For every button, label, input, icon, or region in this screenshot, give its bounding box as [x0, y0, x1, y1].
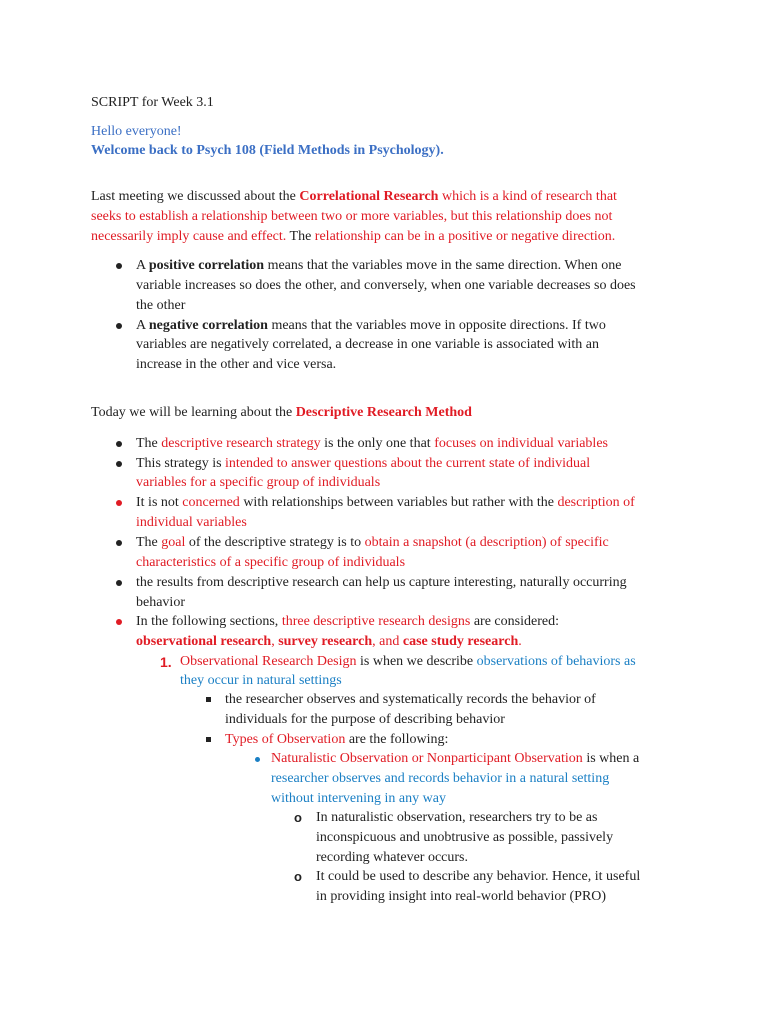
term-descriptive-research-method: Descriptive Research Method: [295, 405, 472, 420]
text-span: Today we will be learning about the: [91, 405, 296, 420]
document-title: SCRIPT for Week 3.1: [91, 95, 214, 110]
bullet-icon: [116, 619, 122, 625]
negative-correlation-line2: variables are negatively correlated, a decrease in one variable is associated with an: [136, 337, 599, 352]
text-span: descriptive research strategy: [161, 436, 321, 451]
o-bullet-icon: o: [294, 810, 302, 825]
bullet-icon: [116, 540, 122, 546]
bullet-icon: [116, 580, 122, 586]
text-span: ,: [271, 634, 279, 649]
term-observational-research: observational research: [136, 634, 272, 649]
o-bullet-icon: o: [294, 869, 302, 884]
descriptive-bullet-4-line1: [136, 533, 609, 553]
descriptive-bullet-3-line1: [136, 493, 635, 513]
bullet-icon: [116, 323, 122, 329]
bullet-icon: [255, 757, 260, 762]
text-span: intended to answer questions about the current state of individual: [225, 456, 591, 471]
square-bullet-icon: [206, 697, 211, 702]
text-span: with relationships between variables but rather with the: [239, 495, 558, 510]
square-bullet-icon: [206, 737, 211, 742]
text-span: obtain a snapshot (a description) of specific: [364, 535, 609, 550]
text-span: concerned: [182, 495, 240, 510]
positive-correlation-line1: [136, 256, 621, 276]
naturalistic-observation-line1: [271, 749, 639, 769]
text-span: goal: [161, 535, 186, 550]
text-span: , and: [372, 634, 403, 649]
descriptive-bullet-2-line1: [136, 454, 590, 474]
text-span: observations of behaviors as: [476, 654, 636, 669]
naturalistic-observation-line2: researcher observes and records behavior in a natural setting: [271, 771, 610, 786]
negative-correlation-line3: increase in the other and vice versa.: [136, 357, 337, 372]
correlational-intro-line2: seeks to establish a relationship between two or more variables, but this relationship does not: [91, 209, 613, 224]
text-span: This strategy is: [136, 456, 226, 471]
naturalistic-note1-line3: recording whatever occurs.: [316, 850, 468, 865]
correlational-intro-line1: [91, 187, 617, 207]
negative-correlation-line1: [136, 316, 606, 336]
descriptive-bullet-1: [136, 434, 608, 454]
term-survey-research: survey research: [278, 634, 373, 649]
greeting-line: Hello everyone!: [91, 124, 182, 139]
text-span: A: [136, 258, 149, 273]
text-span: is when a: [582, 751, 640, 766]
text-span: Types of Observation: [225, 732, 346, 747]
naturalistic-observation-line3: without intervening in any way: [271, 791, 446, 806]
text-span: Last meeting we discussed about the: [91, 189, 300, 204]
positive-correlation-line2: variable increases so does the other, and conversely, when one variable decreases so does: [136, 278, 636, 293]
bullet-icon: [116, 461, 122, 467]
text-span: is the only one that: [320, 436, 435, 451]
text-span: Naturalistic Observation or Nonparticipant Observation: [271, 751, 583, 766]
descriptive-bullet-6-line2: [136, 632, 522, 652]
text-span: .: [518, 634, 522, 649]
text-span: The: [136, 535, 162, 550]
text-span: which is a kind of research that: [438, 189, 617, 204]
text-span: means that the variables move in opposite directions. If two: [267, 318, 606, 333]
correlational-intro-line3: [91, 227, 615, 247]
text-span: of the descriptive strategy is to: [185, 535, 365, 550]
observational-design-line2: they occur in natural settings: [180, 673, 342, 688]
naturalistic-note2-line2: in providing insight into real-world behavior (PRO): [316, 889, 607, 904]
text-span: is when we describe: [356, 654, 477, 669]
naturalistic-note1-line2: inconspicuous and unobtrusive as possible, passively: [316, 830, 614, 845]
text-span: means that the variables move in the same direction. When one: [264, 258, 622, 273]
bullet-icon: [116, 500, 122, 506]
term-correlational-research: Correlational Research: [299, 189, 439, 204]
text-span: In the following sections,: [136, 614, 282, 629]
text-span: The: [286, 229, 315, 244]
text-span: necessarily imply cause and effect.: [91, 229, 287, 244]
term-negative-correlation: negative correlation: [148, 318, 268, 333]
descriptive-bullet-2-line2: variables for a specific group of individuals: [136, 475, 381, 490]
types-of-observation-line: [225, 730, 448, 750]
today-line: [91, 403, 472, 423]
term-positive-correlation: positive correlation: [148, 258, 265, 273]
descriptive-bullet-4-line2: characteristics of a specific group of individuals: [136, 555, 406, 570]
naturalistic-note1-line1: In naturalistic observation, researchers try to be as: [316, 810, 598, 825]
term-case-study-research: case study research: [402, 634, 519, 649]
descriptive-bullet-3-line2: individual variables: [136, 515, 247, 530]
researcher-observes-line2: individuals for the purpose of describing behavior: [225, 712, 505, 727]
bullet-icon: [116, 263, 122, 269]
text-span: description of: [557, 495, 635, 510]
descriptive-bullet-5-line1: the results from descriptive research can help us capture interesting, naturally occurring: [136, 575, 627, 590]
observational-design-line1: [180, 652, 636, 672]
positive-correlation-line3: the other: [136, 298, 186, 313]
descriptive-bullet-6-line1: [136, 612, 559, 632]
welcome-line: Welcome back to Psych 108 (Field Methods in Psychology).: [91, 143, 444, 158]
text-span: three descriptive research designs: [281, 614, 471, 629]
researcher-observes-line1: the researcher observes and systematically records the behavior of: [225, 692, 596, 707]
bullet-icon: [116, 441, 122, 447]
text-span: Observational Research Design: [180, 654, 357, 669]
list-number: 1.: [160, 654, 172, 670]
text-span: are considered:: [470, 614, 559, 629]
text-span: relationship can be in a positive or negative direction.: [314, 229, 616, 244]
descriptive-bullet-5-line2: behavior: [136, 595, 185, 610]
text-span: are the following:: [345, 732, 449, 747]
text-span: The: [136, 436, 162, 451]
text-span: focuses on individual variables: [434, 436, 608, 451]
text-span: It is not: [136, 495, 183, 510]
naturalistic-note2-line1: It could be used to describe any behavior. Hence, it useful: [316, 869, 641, 884]
text-span: A: [136, 318, 149, 333]
